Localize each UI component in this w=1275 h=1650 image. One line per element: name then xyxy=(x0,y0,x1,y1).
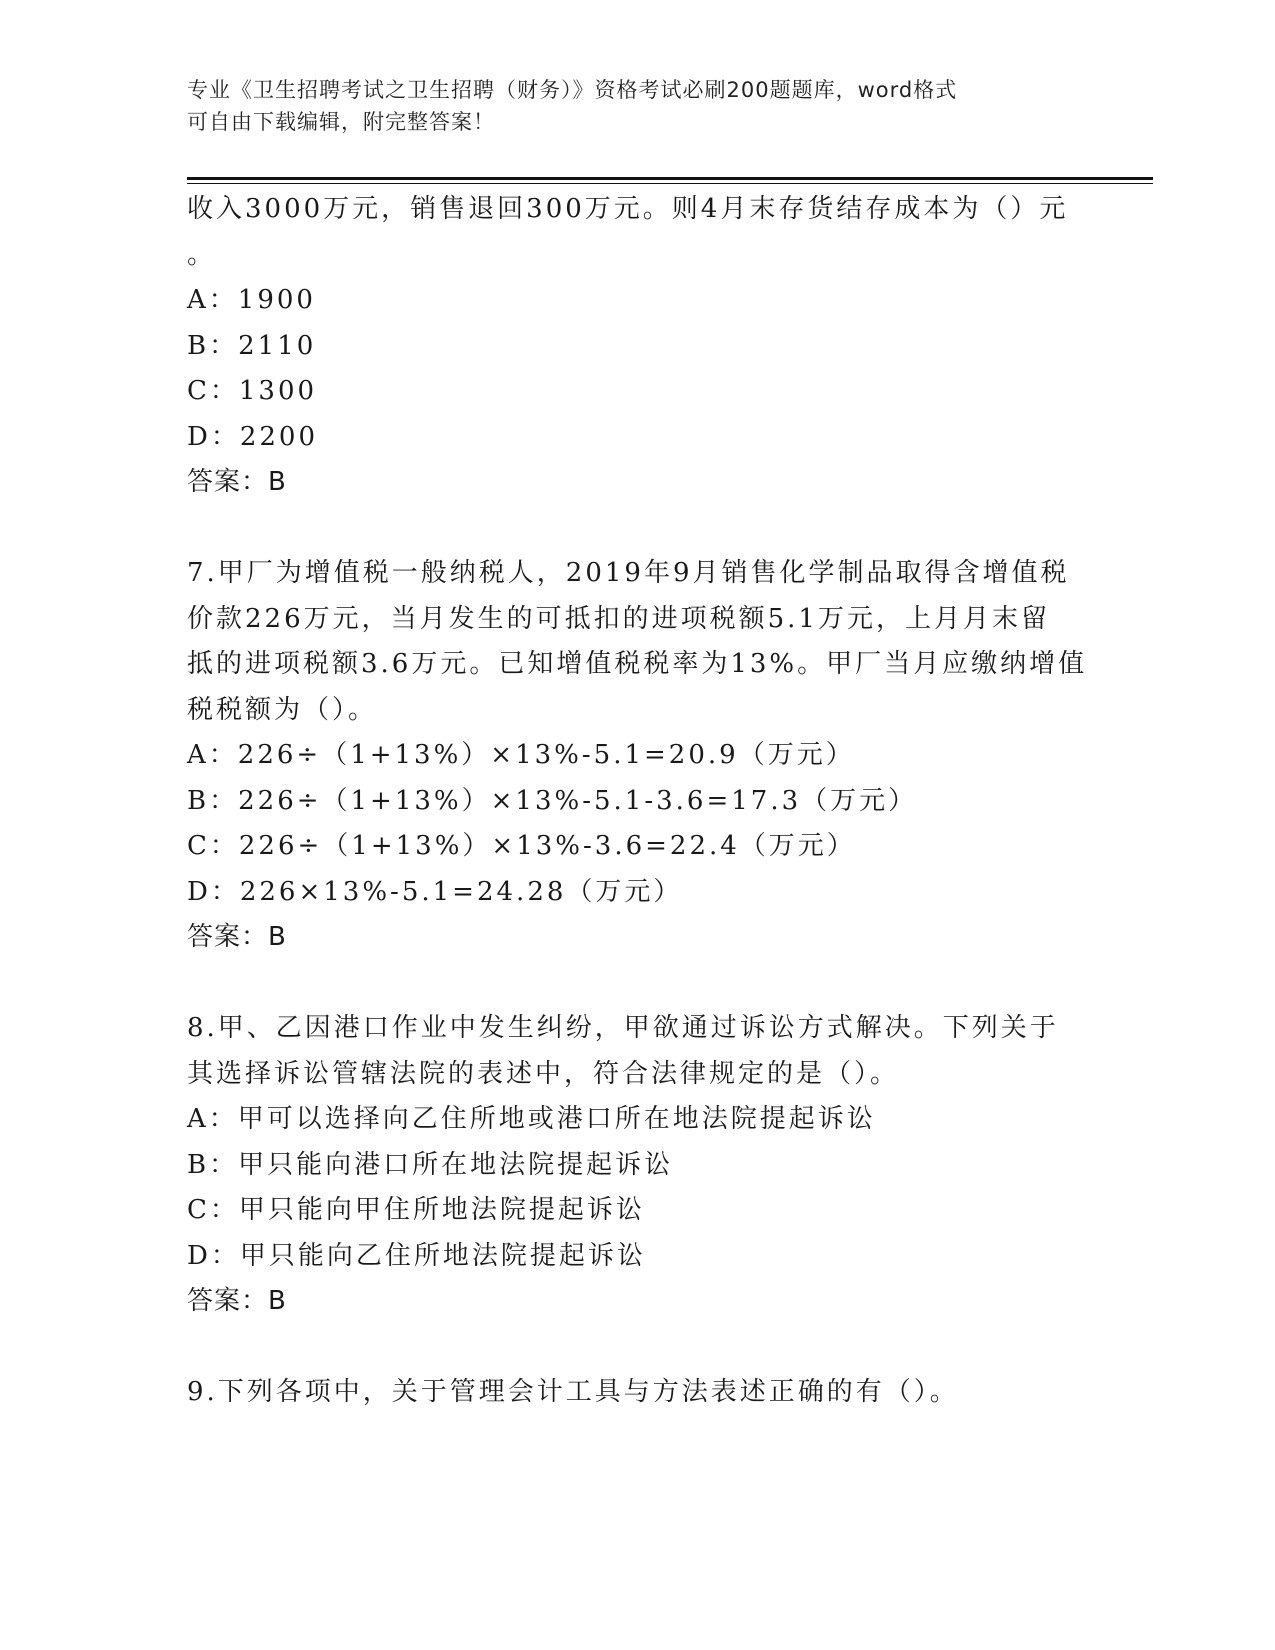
document-header xyxy=(187,74,1087,138)
option-b: B：2110 xyxy=(187,330,317,361)
option-a: A：甲可以选择向乙住所地或港口所在地法院提起诉讼 xyxy=(187,1104,876,1134)
question-stem: 7.甲厂为增值税一般纳税人，2019年9月销售化学制品取得含增值税 xyxy=(187,558,1070,588)
question-stem: 9.下列各项中，关于管理会计工具与方法表述正确的有（）。 xyxy=(187,1377,959,1407)
answer: 答案：B xyxy=(187,1286,287,1316)
spacer xyxy=(187,961,1087,1007)
question-stem: 价款226万元，当月发生的可抵扣的进项税额5.1万元，上月月末留 xyxy=(187,603,1050,634)
answer: 答案：B xyxy=(187,922,287,952)
header-title-line-2: 可自由下载编辑，附完整答案！ xyxy=(187,110,495,134)
header-divider-thick xyxy=(187,177,1153,180)
option-b: B：226÷（1+13%）×13%-5.1-3.6=17.3（万元） xyxy=(187,785,918,816)
question-stem: 其选择诉讼管辖法院的表述中，符合法律规定的是（）。 xyxy=(187,1058,900,1089)
header-divider-thin xyxy=(187,183,1153,184)
option-b: B：甲只能向港口所在地法院提起诉讼 xyxy=(187,1149,674,1180)
option-d: D：甲只能向乙住所地法院提起诉讼 xyxy=(187,1240,646,1271)
option-d: D：226×13%-5.1=24.28（万元） xyxy=(187,876,683,907)
option-c: C：1300 xyxy=(187,376,318,406)
question-7 xyxy=(187,551,1087,961)
answer: 答案：B xyxy=(187,467,287,497)
question-9 xyxy=(187,1370,1087,1416)
question-stem: 收入3000万元，销售退回300万元。则4月末存货结存成本为（）元 xyxy=(187,194,1069,224)
spacer xyxy=(187,506,1087,552)
option-a: A：226÷（1+13%）×13%-5.1=20.9（万元） xyxy=(187,740,855,770)
option-c: C：226÷（1+13%）×13%-3.6=22.4（万元） xyxy=(187,831,856,861)
question-content xyxy=(187,187,1087,1416)
question-stem: 税税额为（）。 xyxy=(187,694,378,725)
header-title-line-1: 专业《卫生招聘考试之卫生招聘（财务）》资格考试必刷200题题库，word格式 xyxy=(187,78,958,102)
question-stem: 8.甲、乙因港口作业中发生纠纷，甲欲通过诉讼方式解决。下列关于 xyxy=(187,1013,1059,1043)
question-8 xyxy=(187,1006,1087,1325)
spacer xyxy=(187,1325,1087,1371)
question-stem: 。 xyxy=(187,239,217,270)
question-stem: 抵的进项税额3.6万元。已知增值税税率为13%。甲厂当月应缴纳增值 xyxy=(187,649,1088,679)
option-a: A：1900 xyxy=(187,285,316,315)
question-6 xyxy=(187,187,1087,506)
option-d: D：2200 xyxy=(187,421,319,452)
option-c: C：甲只能向甲住所地法院提起诉讼 xyxy=(187,1195,645,1225)
